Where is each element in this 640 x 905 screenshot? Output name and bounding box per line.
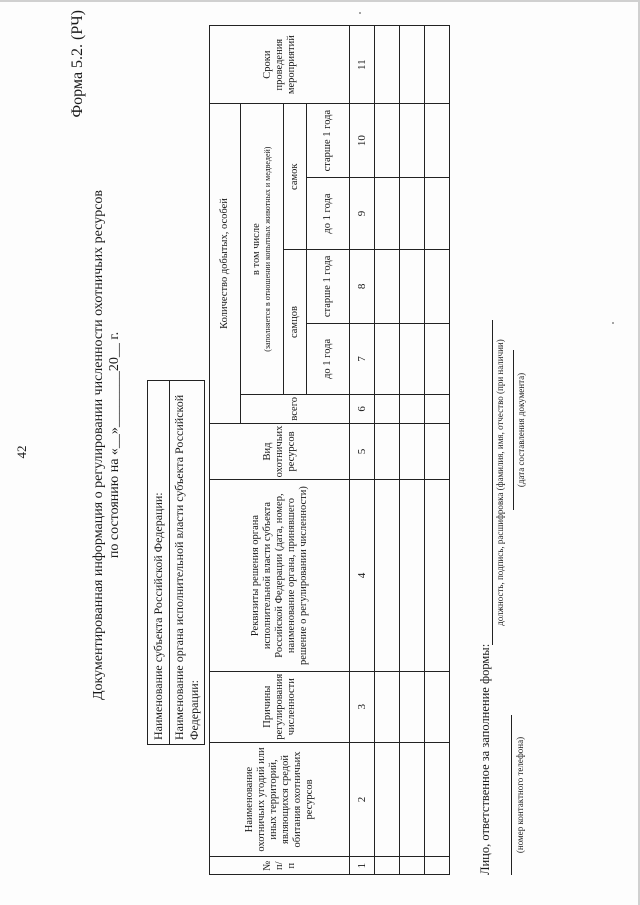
table-cell (425, 480, 450, 671)
responsible-person-label: Лицо, ответственное за заполнение формы: (478, 643, 492, 875)
table-cell (400, 104, 425, 178)
header-dates: Сроки проведения мероприятий (210, 26, 350, 104)
table-cell (400, 250, 425, 324)
column-number: 11 (350, 26, 375, 104)
column-number: 3 (350, 671, 375, 742)
table-cell (400, 395, 425, 424)
table-cell (400, 671, 425, 742)
date-caption: (дата составления документа) (516, 372, 526, 488)
header-count: Количество добытых, особей (210, 104, 241, 423)
table-cell (375, 395, 400, 424)
header-reasons: Причины регулирования численности (210, 671, 350, 742)
form-label: Форма 5.2. (РЧ) (69, 10, 86, 118)
column-number: 9 (350, 177, 375, 249)
authority-name-field: Наименование органа исполнительной власти субъекта Российской Федерации: (170, 381, 205, 745)
table-cell (425, 671, 450, 742)
table-cell (375, 857, 400, 875)
date-line (513, 350, 514, 510)
header-females-under1: до 1 года (307, 177, 350, 249)
header-males-under1: до 1 года (307, 323, 350, 394)
table-cell (400, 742, 425, 857)
column-number: 2 (350, 742, 375, 857)
column-number: 8 (350, 250, 375, 324)
table-cell (375, 742, 400, 857)
table-cell (375, 250, 400, 324)
column-number: 6 (350, 395, 375, 424)
table-cell (375, 671, 400, 742)
table-cell (425, 742, 450, 857)
header-females-over1: старше 1 года (307, 104, 350, 178)
column-number: 1 (350, 857, 375, 875)
header-total: всего (241, 395, 350, 424)
table-cell (400, 857, 425, 875)
document-title-line-2: по состоянию на «__»________20__ г. (107, 331, 122, 559)
table-cell (425, 250, 450, 324)
table-row (400, 26, 425, 875)
header-including (241, 104, 284, 395)
table-row (425, 26, 450, 875)
table-cell (375, 177, 400, 249)
signature-caption: должность, подпись, расшифровка (фамилия, имя, отчество (при наличии) (495, 339, 505, 626)
column-number: 10 (350, 104, 375, 178)
signature-line (492, 320, 493, 645)
column-number-row (350, 26, 375, 875)
table-cell (425, 323, 450, 394)
table-cell (375, 104, 400, 178)
header-females: самок (284, 104, 307, 250)
table-cell (375, 423, 400, 480)
header-num: № п/п (210, 857, 350, 875)
column-number: 7 (350, 323, 375, 394)
header-areas: Наименование охотничьих угодий или иных территорий, являющихся средой обитания охотничьих ресурсов (210, 742, 350, 857)
phone-caption: (номер контактного телефона) (515, 736, 525, 854)
table-cell (425, 395, 450, 424)
table-cell (425, 423, 450, 480)
document-title-line-1: Документированная информация о регулировании численности охотничьих ресурсов (91, 189, 106, 701)
table-cell (425, 857, 450, 875)
subject-name-field: Наименование субъекта Российской Федерации: (148, 381, 170, 745)
table-cell (375, 323, 400, 394)
table-cell (425, 26, 450, 104)
column-number: 5 (350, 423, 375, 480)
phone-line (511, 715, 512, 875)
header-decision: Реквизиты решения органа исполнительной власти субъекта Российской Федерации (дата, номер, наименование органа, принявшего решение о регулировании численности) (210, 480, 350, 671)
table-cell (425, 177, 450, 249)
table-cell (400, 480, 425, 671)
table-cell (400, 423, 425, 480)
regulation-table (209, 25, 450, 875)
header-including-note: (заполняется в отношении копытных животных и медведей) (263, 146, 272, 352)
table-row (375, 26, 400, 875)
subject-table (147, 380, 205, 745)
table-cell (375, 26, 400, 104)
column-number: 4 (350, 480, 375, 671)
table-cell (375, 480, 400, 671)
table-cell (400, 26, 425, 104)
table-cell (425, 104, 450, 178)
header-species: Вид охотничьих ресурсов (210, 423, 350, 480)
document-title (91, 135, 123, 755)
table-cell (400, 177, 425, 249)
page-number: 42 (14, 445, 29, 459)
header-including-label: в том числе (251, 223, 262, 276)
header-males-over1: старше 1 года (307, 250, 350, 324)
table-cell (400, 323, 425, 394)
header-males: самцов (284, 250, 307, 395)
